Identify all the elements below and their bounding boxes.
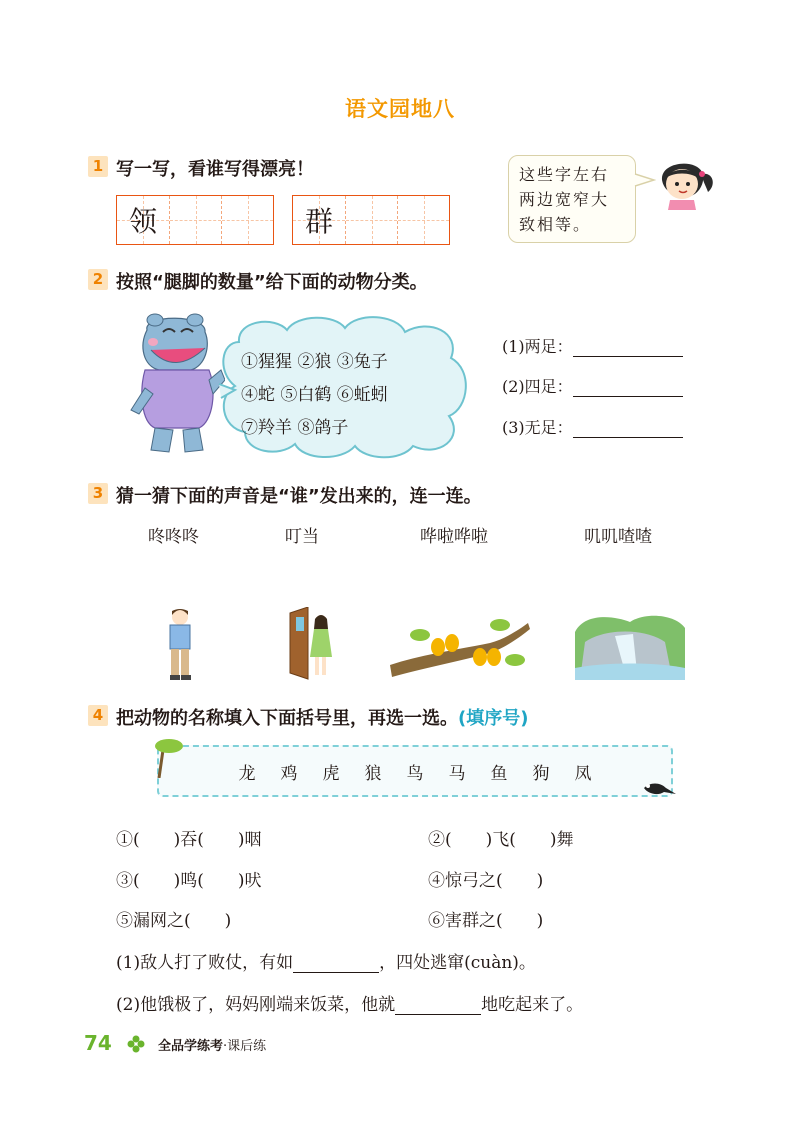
tree-branch-decoration-icon (151, 738, 185, 778)
sound-jijizhazha[interactable]: 叽叽喳喳 (584, 527, 652, 547)
writing-grid-1[interactable] (116, 195, 274, 245)
birds-on-branch-illustration-icon[interactable] (390, 615, 530, 680)
sentence-1-after: ，四处逃窜(cuàn)。 (379, 953, 536, 973)
animal-list-row-2: ④蛇 ⑤白鹤 ⑥蚯蚓 (241, 385, 388, 405)
footer-section: ·课后练 (223, 1039, 267, 1054)
idiom-item-6[interactable]: ⑥害群之( ) (428, 911, 544, 931)
animal-char[interactable]: 虎 (322, 764, 340, 784)
animal-char[interactable]: 鸡 (280, 764, 298, 784)
idiom-item-2[interactable]: ②( )飞( )舞 (428, 830, 574, 850)
practice-char-ling: 领 (128, 205, 157, 238)
question-4-main: 把动物的名称填入下面括号里，再选一选。 (116, 708, 458, 729)
animal-chars-box (157, 745, 673, 797)
idiom-item-5[interactable]: ⑤漏网之( ) (116, 911, 232, 931)
waterfall-illustration-icon[interactable] (575, 612, 685, 680)
classification-row-two-legs[interactable] (502, 334, 683, 357)
question-number-4: 4 (88, 705, 108, 726)
sentence-2 (116, 990, 583, 1015)
question-4-hint: (填序号) (458, 708, 529, 729)
animal-chars-row (159, 759, 671, 784)
classification-row-no-legs[interactable] (502, 415, 683, 438)
footer-book: 全品学练考 (158, 1039, 224, 1054)
door-knocking-illustration-icon[interactable] (288, 607, 338, 682)
animal-char[interactable]: 鱼 (490, 764, 508, 784)
sentence-2-blank[interactable] (395, 996, 481, 1015)
boy-illustration-icon[interactable] (160, 607, 200, 682)
animal-char[interactable]: 龙 (238, 764, 256, 784)
question-4-text (116, 704, 528, 730)
four-legs-label: (2)四足： (502, 377, 573, 396)
animal-char[interactable]: 鸟 (406, 764, 424, 784)
question-number-1: 1 (88, 156, 108, 177)
animal-char[interactable]: 马 (448, 764, 466, 784)
sentence-2-before: (2)他饿极了，妈妈刚端来饭菜，他就 (116, 995, 396, 1015)
sound-hualahuala[interactable]: 哗啦哗啦 (420, 527, 488, 547)
footer-book-title (158, 1035, 266, 1054)
question-3-text: 猜一猜下面的声音是“谁”发出来的，连一连。 (116, 486, 482, 507)
hippo-illustration-icon (125, 310, 225, 460)
classification-row-four-legs[interactable] (502, 374, 683, 397)
question-1-text: 写一写，看谁写得漂亮！ (116, 159, 314, 180)
four-legs-blank[interactable] (573, 378, 683, 397)
page-title: 语文园地八 (345, 97, 455, 121)
sentence-2-after: 地吃起来了。 (481, 995, 584, 1015)
question-number-3: 3 (88, 483, 108, 504)
magpie-bird-icon (640, 778, 678, 800)
animal-list-row-3: ⑦羚羊 ⑧鸽子 (241, 418, 349, 438)
sentence-1-blank[interactable] (293, 954, 379, 973)
two-legs-blank[interactable] (573, 338, 683, 357)
no-legs-label: (3)无足： (502, 418, 573, 437)
practice-char-qun: 群 (304, 205, 333, 238)
two-legs-label: (1)两足： (502, 337, 573, 356)
idiom-item-4[interactable]: ④惊弓之( ) (428, 871, 544, 891)
girl-illustration-icon (650, 150, 720, 210)
animal-char[interactable]: 狗 (532, 764, 550, 784)
question-2-text: 按照“腿脚的数量”给下面的动物分类。 (116, 272, 428, 293)
question-number-2: 2 (88, 269, 108, 290)
animal-char[interactable]: 狼 (364, 764, 382, 784)
animal-list-row-1: ①猩猩 ②狼 ③兔子 (241, 352, 388, 372)
sentence-1 (116, 948, 536, 973)
sound-dongdongdong[interactable]: 咚咚咚 (148, 527, 199, 547)
animal-char[interactable]: 凤 (574, 764, 592, 784)
idiom-item-3[interactable]: ③( )鸣( )吠 (116, 871, 262, 891)
sentence-1-before: (1)敌人打了败仗，有如 (116, 953, 294, 973)
writing-grid-2[interactable] (292, 195, 450, 245)
clover-icon (127, 1035, 145, 1053)
page-number: 74 (84, 1031, 112, 1055)
sound-dingdang[interactable]: 叮当 (285, 527, 319, 547)
speech-bubble: 这些字左右两边宽窄大致相等。 (508, 155, 636, 243)
no-legs-blank[interactable] (573, 419, 683, 438)
idiom-item-1[interactable]: ①( )吞( )咽 (116, 830, 262, 850)
